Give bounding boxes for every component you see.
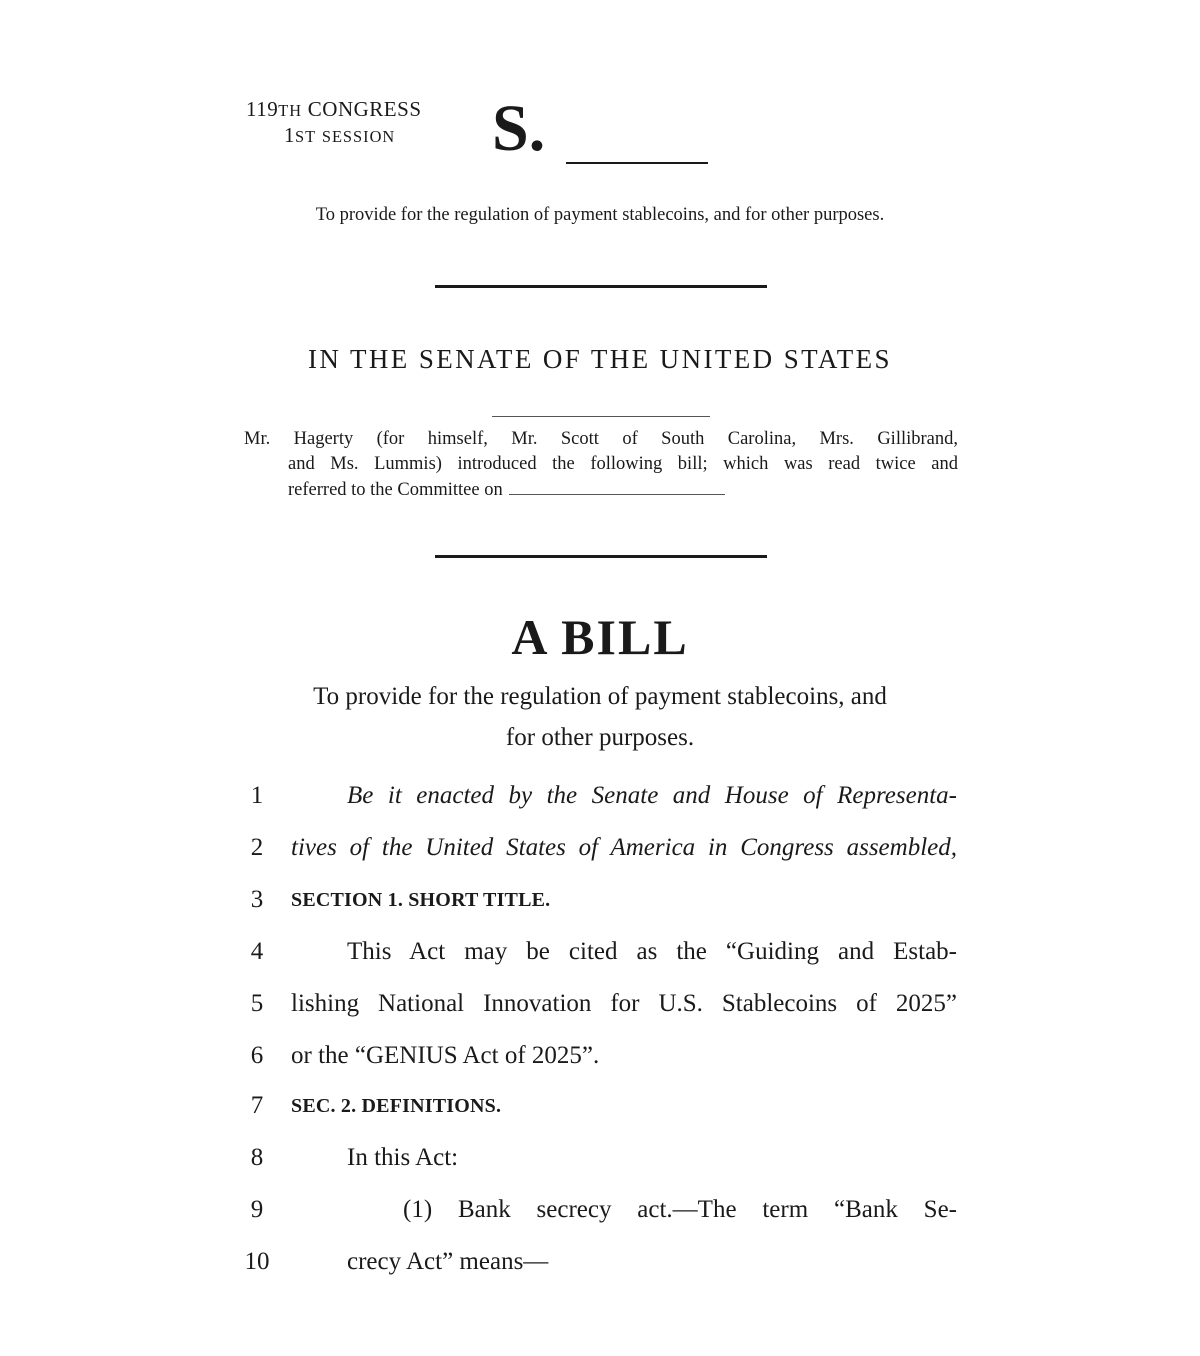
divider-rule-top (435, 285, 767, 288)
long-title-line-1: To provide for the regulation of payment stablecoins, and (313, 683, 887, 710)
definition-line: (1) Bank secrecy act.—The term “Bank Se- (403, 1196, 957, 1223)
line-number: 9 (250, 1196, 264, 1223)
body-text-line: In this Act: (347, 1144, 459, 1171)
sponsorship-line-2: and Ms. Lummis) introduced the following bill; which was read twice and (288, 454, 958, 474)
line-number: 3 (250, 886, 264, 913)
committee-blank (509, 480, 725, 495)
line-number: 6 (250, 1042, 264, 1069)
enacting-clause-line-1: Be it enacted by the Senate and House of Representa- (347, 782, 957, 809)
line-number: 8 (250, 1144, 264, 1171)
enacting-clause-line-2: tives of the United States of America in Congress assembled, (291, 834, 957, 861)
long-title-line-2: for other purposes. (505, 724, 695, 751)
session-label: 1ST SESSION (284, 123, 396, 147)
section-heading-short-title: SECTION 1. SHORT TITLE. (291, 889, 551, 911)
body-text-line: or the “GENIUS Act of 2025”. (291, 1042, 600, 1069)
bill-heading: A BILL (511, 609, 689, 665)
divider-rule-thin (492, 416, 710, 417)
line-number: 7 (250, 1092, 264, 1119)
line-number: 1 (250, 782, 264, 809)
divider-rule-bottom (435, 555, 767, 558)
bill-number-blank (566, 162, 708, 164)
line-number: 4 (250, 938, 264, 965)
line-number: 10 (244, 1248, 270, 1275)
body-text-line: lishing National Innovation for U.S. Stablecoins of 2025” (291, 990, 957, 1017)
line-number: 2 (250, 834, 264, 861)
sponsorship-line-3: referred to the Committee on (288, 480, 958, 500)
chamber-heading: IN THE SENATE OF THE UNITED STATES (308, 344, 892, 374)
body-text-line: This Act may be cited as the “Guiding and Estab- (347, 938, 957, 965)
definition-line: crecy Act” means— (347, 1248, 549, 1275)
line-number: 5 (250, 990, 264, 1017)
sponsorship-line-1: Mr. Hagerty (for himself, Mr. Scott of South Carolina, Mrs. Gillibrand, (244, 429, 958, 449)
short-description: To provide for the regulation of payment stablecoins, and for other purposes. (315, 205, 885, 225)
bill-number-prefix: S. (492, 92, 546, 165)
congress-label: 119TH CONGRESS (246, 97, 422, 121)
section-heading-definitions: SEC. 2. DEFINITIONS. (291, 1095, 502, 1117)
